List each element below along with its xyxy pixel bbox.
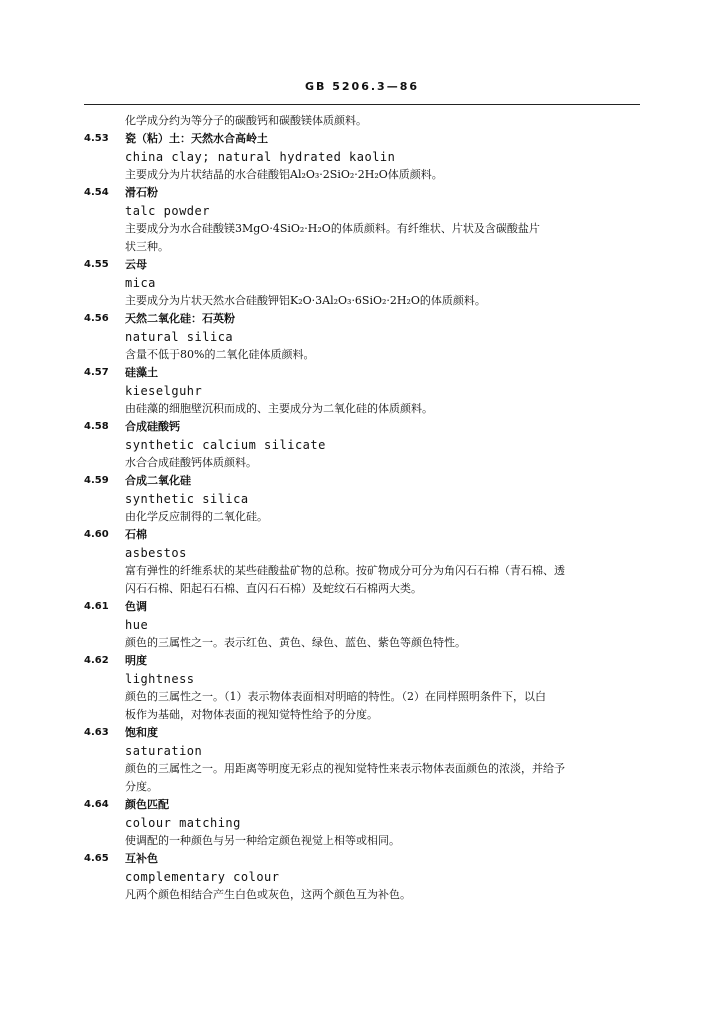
header-rule	[84, 104, 640, 105]
term-definition: 主要成分为片状天然水合硅酸钾铝K₂O·3Al₂O₃·6SiO₂·2H₂O的体质颜料。	[125, 294, 486, 307]
term-heading	[0, 130, 724, 148]
term-definition: 状三种。	[125, 240, 169, 253]
term-entry	[0, 850, 724, 904]
term-heading	[0, 796, 724, 814]
term-chinese: 色调	[125, 600, 147, 613]
term-english-line	[0, 490, 724, 508]
term-english: talc powder	[125, 204, 210, 218]
term-entry	[0, 130, 724, 184]
term-definition-line	[0, 238, 724, 256]
term-number: 4.61	[84, 601, 109, 612]
term-definition: 颜色的三属性之一。表示红色、黄色、绿色、蓝色、紫色等颜色特性。	[125, 636, 466, 649]
term-english-line	[0, 436, 724, 454]
term-english: synthetic calcium silicate	[125, 438, 326, 452]
term-chinese: 明度	[125, 654, 147, 667]
term-number: 4.54	[84, 187, 109, 198]
term-definition-line	[0, 634, 724, 652]
term-entry	[0, 598, 724, 652]
term-entry	[0, 184, 724, 256]
term-entry	[0, 526, 724, 598]
term-english: colour matching	[125, 816, 241, 830]
term-english-line	[0, 742, 724, 760]
term-english: hue	[125, 618, 149, 632]
term-heading	[0, 850, 724, 868]
term-chinese: 颜色匹配	[125, 798, 169, 811]
term-definition: 水合合成硅酸钙体质颜料。	[125, 456, 257, 469]
term-number: 4.58	[84, 421, 109, 432]
term-heading	[0, 526, 724, 544]
term-chinese: 互补色	[125, 852, 158, 865]
term-chinese: 硅藻土	[125, 366, 158, 379]
term-number: 4.65	[84, 853, 109, 864]
term-chinese: 饱和度	[125, 726, 158, 739]
term-definition: 闪石石棉、阳起石石棉、直闪石石棉）及蛇纹石石棉两大类。	[125, 582, 422, 595]
term-entry	[0, 472, 724, 526]
term-english: complementary colour	[125, 870, 280, 884]
term-number: 4.55	[84, 259, 109, 270]
term-chinese: 合成硅酸钙	[125, 420, 180, 433]
term-english-line	[0, 274, 724, 292]
term-number: 4.53	[84, 133, 109, 144]
term-definition-line	[0, 832, 724, 850]
intro-line	[0, 112, 724, 130]
term-definition: 颜色的三属性之一。（1）表示物体表面相对明暗的特性。（2）在同样照明条件下，以白	[125, 690, 546, 703]
term-definition-line	[0, 346, 724, 364]
term-definition: 含量不低于80%的二氧化硅体质颜料。	[125, 348, 315, 361]
term-heading	[0, 256, 724, 274]
term-english-line	[0, 814, 724, 832]
term-entry	[0, 652, 724, 724]
term-definition-line	[0, 778, 724, 796]
term-definition-line	[0, 688, 724, 706]
term-chinese: 合成二氧化硅	[125, 474, 191, 487]
term-entry	[0, 364, 724, 418]
term-english: kieselguhr	[125, 384, 203, 398]
term-definition-line	[0, 508, 724, 526]
term-heading	[0, 364, 724, 382]
term-definition: 由化学反应制得的二氧化硅。	[125, 510, 268, 523]
term-english-line	[0, 616, 724, 634]
term-definition-line	[0, 706, 724, 724]
term-entry	[0, 724, 724, 796]
term-definition-line	[0, 562, 724, 580]
term-english-line	[0, 148, 724, 166]
term-definition-line	[0, 220, 724, 238]
term-definition: 凡两个颜色相结合产生白色或灰色，这两个颜色互为补色。	[125, 888, 411, 901]
term-definition-line	[0, 580, 724, 598]
term-definition: 主要成分为片状结晶的水合硅酸铝Al₂O₃·2SiO₂·2H₂O体质颜料。	[125, 168, 443, 181]
term-number: 4.64	[84, 799, 109, 810]
term-definition: 主要成分为水合硅酸镁3MgO·4SiO₂·H₂O的体质颜料。有纤维状、片状及含碳酸盐片	[125, 222, 540, 235]
term-heading	[0, 310, 724, 328]
term-number: 4.59	[84, 475, 109, 486]
term-heading	[0, 184, 724, 202]
term-english: saturation	[125, 744, 203, 758]
term-heading	[0, 724, 724, 742]
term-entry	[0, 256, 724, 310]
page-header: GB 5206.3—86	[305, 80, 419, 93]
term-definition-line	[0, 292, 724, 310]
term-heading	[0, 418, 724, 436]
term-entry	[0, 310, 724, 364]
term-entry	[0, 796, 724, 850]
term-english-line	[0, 670, 724, 688]
term-definition-line	[0, 454, 724, 472]
term-definition: 由硅藻的细胞壁沉积而成的、主要成分为二氧化硅的体质颜料。	[125, 402, 433, 415]
term-chinese: 瓷（粘）土：天然水合高岭土	[125, 132, 268, 145]
term-definition: 使调配的一种颜色与另一种给定颜色视觉上相等或相同。	[125, 834, 400, 847]
term-english: mica	[125, 276, 156, 290]
term-chinese: 天然二氧化硅：石英粉	[125, 312, 235, 325]
term-definition: 颜色的三属性之一。用距离等明度无彩点的视知觉特性来表示物体表面颜色的浓淡，并给予	[125, 762, 565, 775]
term-english: asbestos	[125, 546, 187, 560]
term-entry	[0, 418, 724, 472]
term-english-line	[0, 202, 724, 220]
term-english: lightness	[125, 672, 195, 686]
term-number: 4.60	[84, 529, 109, 540]
intro-text: 化学成分约为等分子的碳酸钙和碳酸镁体质颜料。	[125, 114, 367, 127]
term-heading	[0, 598, 724, 616]
term-definition-line	[0, 166, 724, 184]
term-english-line	[0, 544, 724, 562]
term-number: 4.63	[84, 727, 109, 738]
term-english: synthetic silica	[125, 492, 249, 506]
term-definition: 富有弹性的纤维系状的某些硅酸盐矿物的总称。按矿物成分可分为角闪石石棉（青石棉、透	[125, 564, 565, 577]
term-chinese: 石棉	[125, 528, 147, 541]
term-heading	[0, 472, 724, 490]
term-definition: 板作为基础，对物体表面的视知觉特性给予的分度。	[125, 708, 378, 721]
term-number: 4.57	[84, 367, 109, 378]
term-english-line	[0, 382, 724, 400]
term-heading	[0, 652, 724, 670]
document-body	[0, 112, 724, 904]
term-number: 4.62	[84, 655, 109, 666]
term-number: 4.56	[84, 313, 109, 324]
term-chinese: 云母	[125, 258, 147, 271]
term-definition-line	[0, 886, 724, 904]
term-definition: 分度。	[125, 780, 158, 793]
term-english: natural silica	[125, 330, 234, 344]
term-definition-line	[0, 760, 724, 778]
term-english-line	[0, 328, 724, 346]
term-english-line	[0, 868, 724, 886]
term-chinese: 滑石粉	[125, 186, 158, 199]
term-definition-line	[0, 400, 724, 418]
term-english: china clay; natural hydrated kaolin	[125, 150, 396, 164]
